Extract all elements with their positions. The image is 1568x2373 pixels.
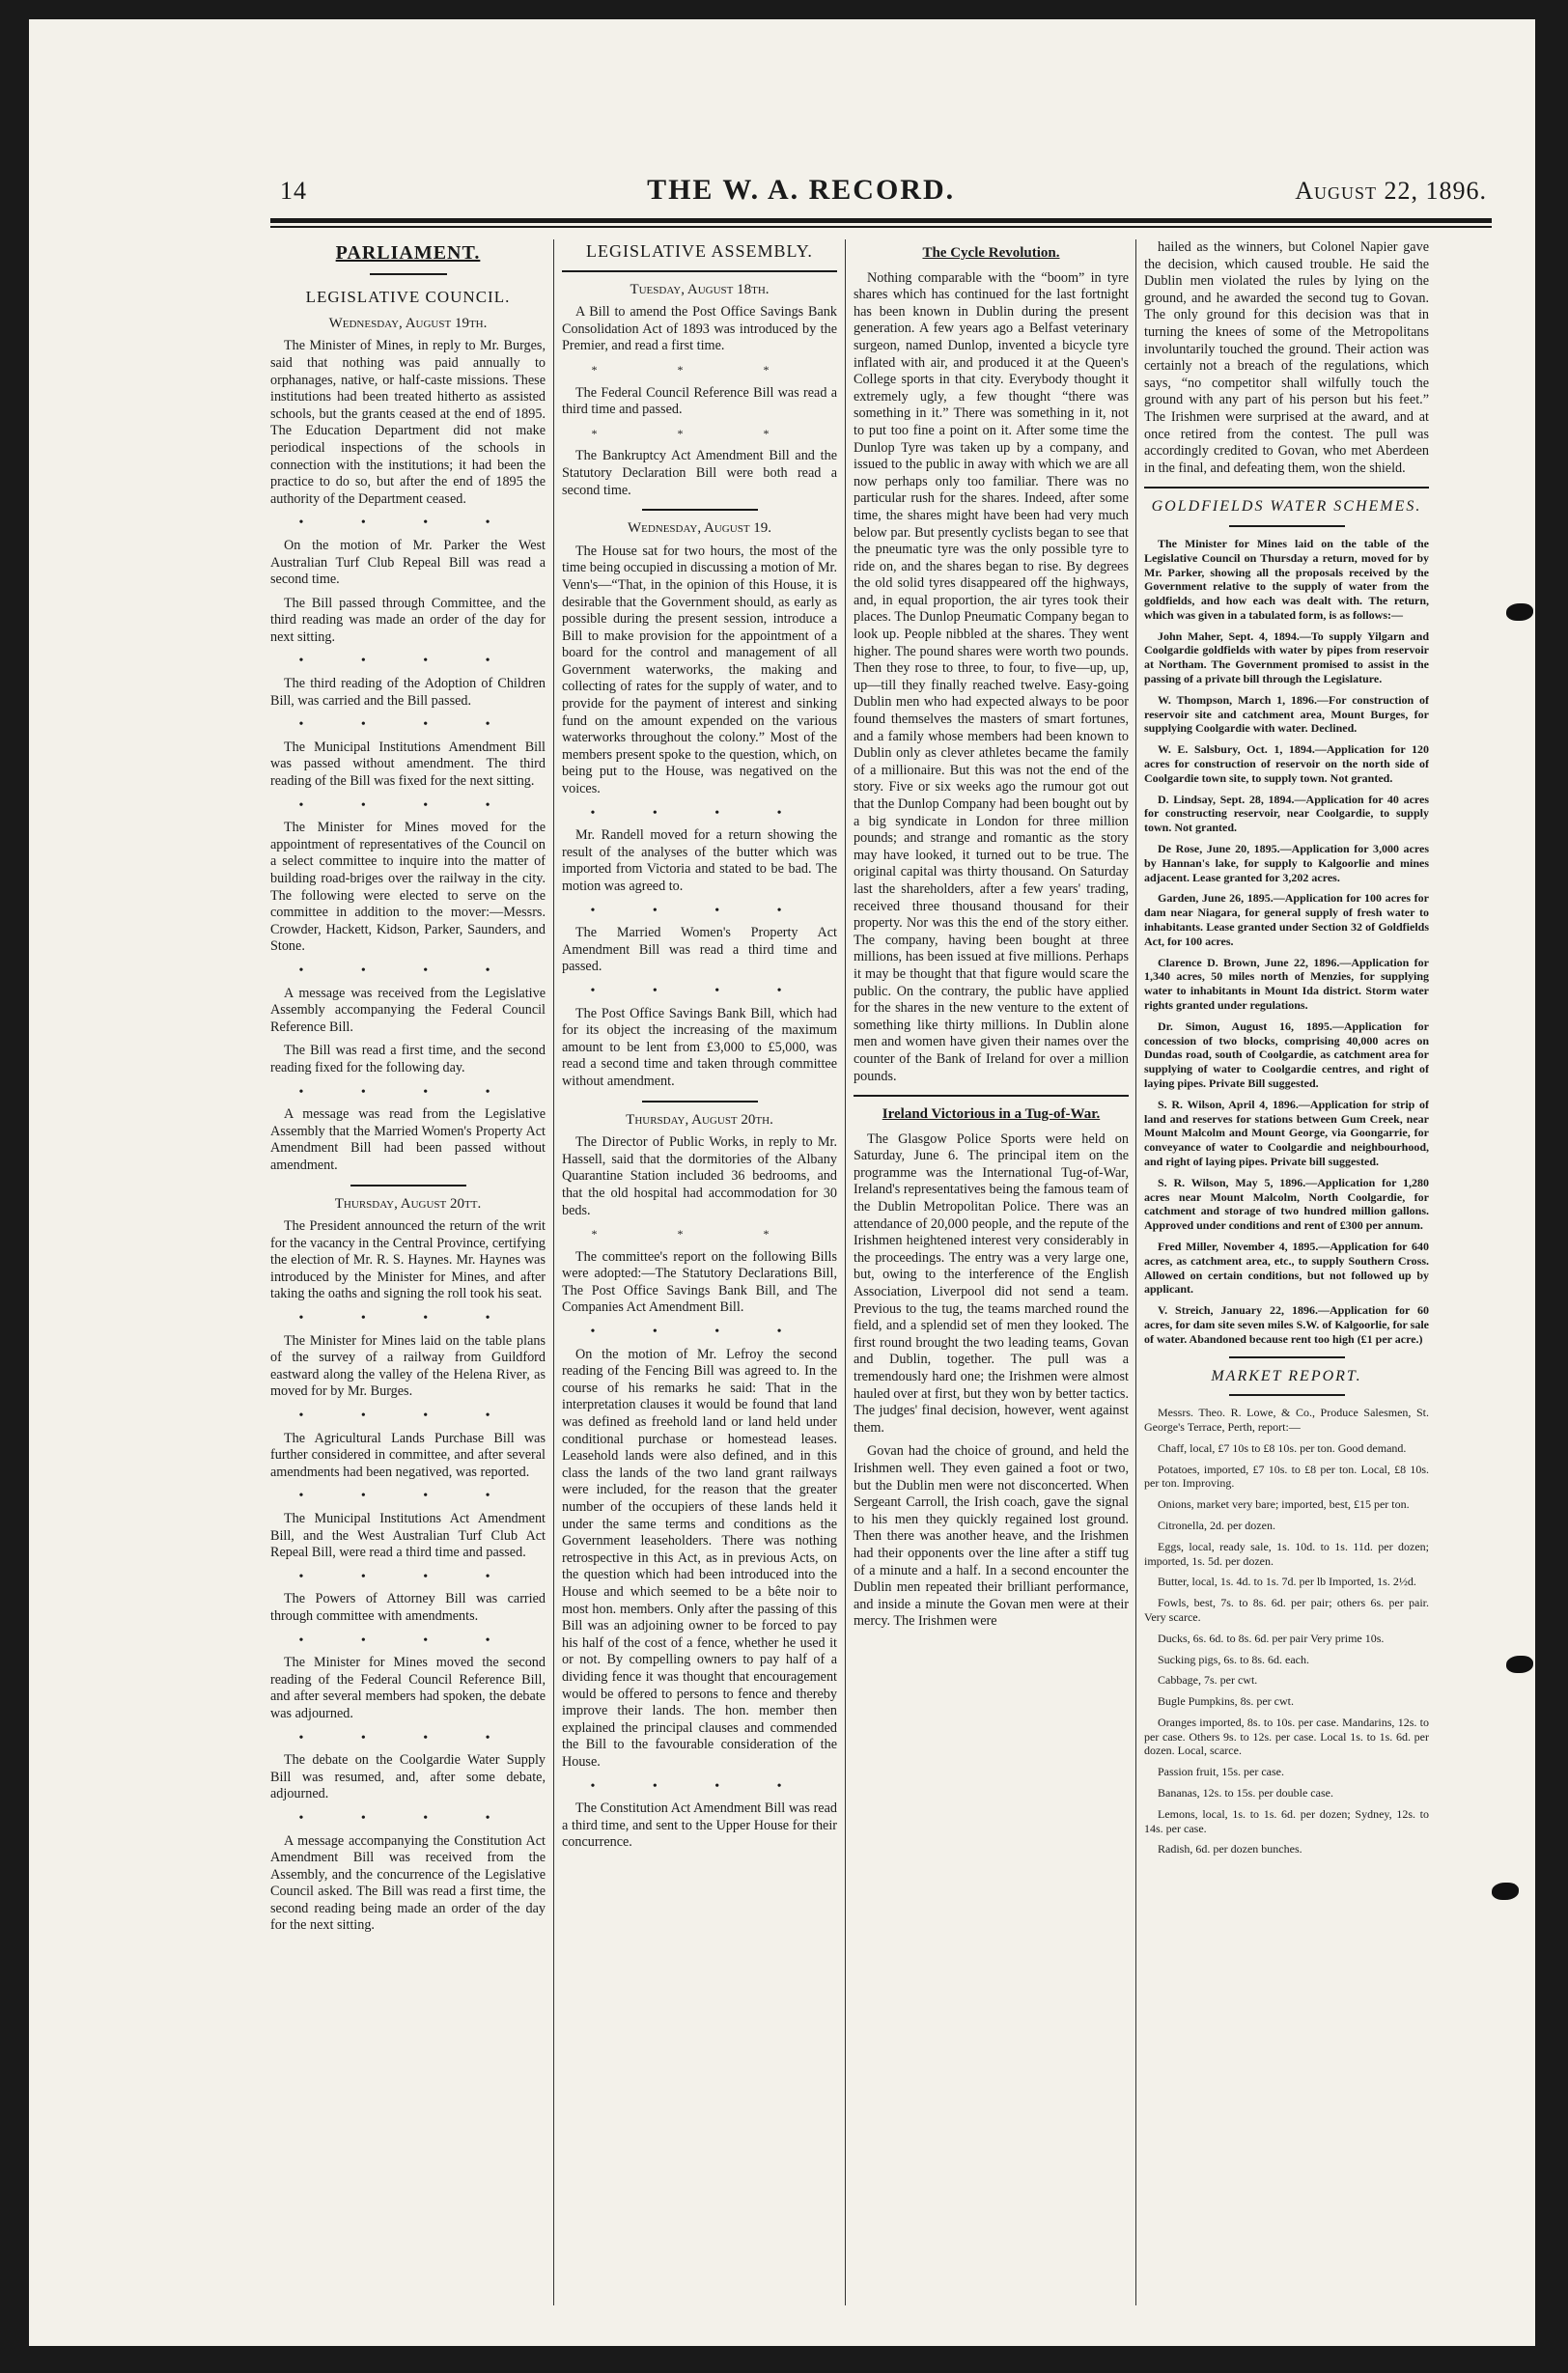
divider: [350, 1185, 466, 1186]
column-rule: [845, 239, 846, 2305]
divider: [642, 509, 758, 511]
paragraph: hailed as the winners, but Colonel Napier gave the decision, which caused trouble. He said the Dublin men violated the rules by lying on the ground, and he awarded the second tug to Govan. The only ground for this decision was that in turning the knees of some of the Metropolitans involuntarily touched the ground. Their action was certainly not a breach of the regulations, which says, “no competitor shall wilfully touch the ground with any part of his person but his feet.” The Irishmen were surprised at the award, and at once retired from the contest. The pull was accordingly credited to Govan, who met Aberdeen in the final, and defeating them, won the shield.: [1144, 239, 1429, 476]
separator: • • • •: [590, 1325, 809, 1340]
section-heading-assembly: LEGISLATIVE ASSEMBLY.: [586, 241, 813, 261]
scheme-item: V. Streich, January 22, 1896.—Application for 60 acres, for dam site seven miles S.W. of Kalgoorlie, for sale of water. Abandoned because rent too high (£1 per acre.): [1144, 1303, 1429, 1346]
separator: • • • •: [298, 1084, 518, 1100]
column-2: [562, 239, 837, 2315]
paragraph: The Glasgow Police Sports were held on Saturday, June 6. The principal item on the programme was the International Tug-of-War, Ireland's representatives being the famous team of the Dublin Metropolitan Police. There was an attendance of 20,000 people, and the repute of the Irishmen heightened interest very considerably in the proceedings. The entry was a very large one, but, owing to the interference of the English Association, Liverpool did not send a team. Previous to the tug, the teams marched round the field, and a splendid set of men they looked. The first round brought the two leading teams, Govan and Dublin, together. The pull was a tremendously hard one; the Irishmen were almost hauled over at first, but they won by better tactics. The judges' final decision, however, went against them.: [854, 1131, 1129, 1436]
paragraph: Govan had the choice of ground, and held the Irishmen well. They even gained a foot or two, but the Dublin men were not disconcerted. When Sergeant Carroll, the Irish coach, gave the signal to his men they quickly regained lost ground. Then there was another heave, and the Irishmen had their opponents over the line after a stiff tug of a minute and a half. In a second encounter the Dublin men repeated their brilliant performance, and inside a minute the Govan men were at their mercy. The Irishmen were: [854, 1443, 1129, 1630]
scheme-item: W. Thompson, March 1, 1896.—For construction of reservoir site and catchment area, Mount Burges, for supplying Coolgardie with water. Declined.: [1144, 692, 1429, 736]
paragraph: On the motion of Mr. Lefroy the second reading of the Fencing Bill was agreed to. In the course of his remarks he said: That in the interpretation clauses it would be found that land was defined as freehold land or land held under conditional purchase or homestead leases. Leasehold lands were also defined, and in this class the lands of the two land grant railways were included, for the reason that the greater number of the occupiers of these lands held it under the same terms and conditions as the Government leaseholders. There was nothing retrospective in this Act, as in previous Acts, on the question which had been introduced into the House and which seemed to be a bête noir to most hon. members. Only after the passing of this Bill was an adjoining owner to be forced to pay his half of the cost of a fence, whether he used it or not. By compelling owners to pay half of a dividing fence it was thought that encouragement would be offered to persons to fence and thereby improve their lands. The hon. member then explained the principal clauses and commended the Bill to the favourable consideration of the House.: [562, 1346, 837, 1770]
column-rule: [553, 239, 554, 2305]
paragraph: The committee's report on the following Bills were adopted:—The Statutory Declarations Bill, The Post Office Savings Bank Bill, and The Companies Act Amendment Bill.: [562, 1248, 837, 1316]
market-item: Oranges imported, 8s. to 10s. per case. Mandarins, 12s. to per case. Others 9s. to 12s. per case. Local 1s. to 1s. 6d. per dozen. Local, scarce.: [1144, 1715, 1429, 1758]
scheme-item: Fred Miller, November 4, 1895.—Application for 640 acres, as catchment area, etc., to supply Southern Cross. Allowed on certain conditions, but not followed up by applicant.: [1144, 1239, 1429, 1297]
paragraph: A message was received from the Legislative Assembly accompanying the Federal Council Reference Bill.: [270, 985, 546, 1035]
paragraph: The Bill was read a first time, and the second reading fixed for the following day.: [270, 1043, 546, 1075]
article-heading-goldfields: GOLDFIELDS WATER SCHEMES.: [1151, 498, 1422, 516]
newspaper-page: [29, 19, 1535, 2346]
separator: • • • •: [298, 797, 518, 813]
paragraph: The Federal Council Reference Bill was read a third time and passed.: [562, 384, 837, 418]
section-subheading: LEGISLATIVE COUNCIL.: [305, 288, 511, 307]
column-1: [270, 239, 546, 2315]
paragraph: The Constitution Act Amendment Bill was read a third time, and sent to the Upper House for their concurrence.: [562, 1801, 837, 1851]
date-heading: Wednesday, August 19th.: [328, 315, 488, 331]
market-item: Radish, 6d. per dozen bunches.: [1158, 1842, 1302, 1857]
separator: • • • •: [590, 805, 809, 821]
market-item: Ducks, 6s. 6d. to 8s. 6d. per pair Very prime 10s.: [1158, 1631, 1385, 1645]
separator: • • • •: [298, 1311, 518, 1326]
scheme-item: D. Lindsay, Sept. 28, 1894.—Application for 40 acres for constructing reservoir, near Coolgardie, to supply town. Not granted.: [1144, 792, 1429, 835]
market-item: Onions, market very bare; imported, best, £15 per ton.: [1158, 1497, 1410, 1512]
scheme-item: John Maher, Sept. 4, 1894.—To supply Yilgarn and Coolgardie goldfields with water by pipes from reservoir at Northam. The Government promised to assist in the passing of a private bill through the Legislature.: [1144, 628, 1429, 686]
paragraph: On the motion of Mr. Parker the West Australian Turf Club Repeal Bill was read a second time.: [270, 537, 546, 588]
paragraph: Nothing comparable with the “boom” in tyre shares which has continued for the last fortnight has been known in Dublin during the present generation. A few years ago a Belfast veterinary surgeon, named Dunlop, invented a bicycle tyre inflated with air, and produced it at the Queen's College sports in that city. Everybody thought it extremely ugly, a few thought “there was something in it.” There was something in it, not to put too fine a point on it. After some time the Dunlop Tyre was taken up by a company, and issued to the public in away with which we are all now perhaps only too familiar. There was no particular rush for the shares. Indeed, after some time, the shares might have been had very much below par. But presently cyclists began to see that the pneumatic tyre was the only possible tyre to ride on, and the shares began to rise. By degrees the old solid tyres disappeared off the highways, and, in equal proportion, the air tyres took their places. The Dunlop Pneumatic Company began to look up. People nibbled at the shares. They went higher. The pound shares were worth two pounds. Then they rose to three, to four, to five—up, up, up—till they finally reached twelve. Easy-going Dublin men who had expected always to be poor found themselves the masters of smart fortunes, and a family whose members had been known to Dublin only as clever athletes became the family of a millionaire. But this was not the end of the story. Five or six weeks ago the rumour got out that the Dunlop Company had been bought out by a big syndicate in London for three million pounds; and strange and romantic as the story may have looked, it turned out to be true. The original capital was thirty thousand. On Saturday last the shareholders, after a few years' trading, received three thousand thousand for their property. Nor was this the end of the story either. The company, having been bought at three millions, has been issued at five millions. Perhaps it may be thought that that figure would scare the public. On the contrary, the public have applied for the shares in the new venture to the extent of something like thirty millions. In Dublin alone men and women have given their names over the counter of the Bank of Ireland for over a million pounds.: [854, 269, 1129, 1084]
separator: * * *: [591, 426, 808, 440]
ink-mark-icon: [1492, 1883, 1519, 1900]
scheme-item: S. R. Wilson, May 5, 1896.—Application for 1,280 acres near Mount Malcolm, North Coolgardie, for catchment and storage of two hundred million gallons. Approved under conditions and rent of £300 per annum.: [1144, 1175, 1429, 1233]
market-item: Messrs. Theo. R. Lowe, & Co., Produce Salesmen, St. George's Terrace, Perth, report:—: [1144, 1406, 1429, 1434]
market-item: Potatoes, imported, £7 10s. to £8 per ton. Local, £8 10s. per ton. Improving.: [1144, 1462, 1429, 1491]
paragraph: Mr. Randell moved for a return showing the result of the analyses of the butter which was imported from Victoria and stated to be bad. The motion was agreed to.: [562, 827, 837, 894]
article-heading-cycle: The Cycle Revolution.: [922, 245, 1060, 261]
paragraph: The Director of Public Works, in reply to Mr. Hassell, said that the dormitories of the Albany Quarantine Station included 36 bedrooms, and that the old hospital had accommodation for 30 beds.: [562, 1134, 837, 1218]
scheme-item: Clarence D. Brown, June 22, 1896.—Application for 1,340 acres, 50 miles north of Menzies, for supplying water to inhabitants in Mount Ida district. Storm water rights granted under regulations.: [1144, 955, 1429, 1013]
ornament: [270, 266, 546, 284]
scheme-item: Garden, June 26, 1895.—Application for 100 acres for dam near Niagara, for general supply of fresh water to inhabitants. Lease granted under Section 32 of Goldfields Act, for 100 acres.: [1144, 891, 1429, 948]
paragraph: A message was read from the Legislative Assembly that the Married Women's Property Act Amendment Bill had been passed without amendment.: [270, 1106, 546, 1173]
page-header: [280, 174, 1487, 212]
scheme-item: Dr. Simon, August 16, 1895.—Application for concession of two blocks, comprising 40,000 acres on Dundas road, south of Coolgardie, as catchment area for supplying of water to Coolgardie centres, and right of laying pipes. Private Bill suggested.: [1144, 1019, 1429, 1090]
separator: • • • •: [298, 1489, 518, 1504]
separator: • • • •: [298, 1409, 518, 1424]
separator: • • • •: [298, 963, 518, 978]
paragraph: A message accompanying the Constitution Act Amendment Bill was received from the Assembly, and the concurrence of the Legislative Council asked. The Bill was read a first time, the second reading being made an order of the day for the next sitting.: [270, 1832, 546, 1934]
separator: • • • •: [298, 717, 518, 733]
paper-title: THE W. A. RECORD.: [647, 174, 956, 206]
divider: [642, 1101, 758, 1103]
divider: [1144, 487, 1429, 489]
divider: [562, 270, 837, 272]
divider: [1229, 1394, 1345, 1396]
separator: • • • •: [298, 1730, 518, 1745]
paragraph: The Municipal Institutions Act Amendment Bill, and the West Australian Turf Club Act Repeal Bill, were read a third time and passed.: [270, 1511, 546, 1561]
date-heading: Tuesday, August 18th.: [630, 281, 770, 297]
divider: [1229, 525, 1345, 527]
page-number: 14: [280, 177, 307, 205]
section-heading-parliament: PARLIAMENT.: [335, 242, 481, 264]
paragraph: The third reading of the Adoption of Children Bill, was carried and the Bill passed.: [270, 676, 546, 709]
paragraph: The House sat for two hours, the most of the time being occupied in discussing a motion of Mr. Venn's—“That, in the opinion of this House, it is desirable that the Government should, as early as possible during the present session, introduce a Bill to make provision for the appointment of a board for the control and management of all Government waterworks, the making and collecting of rates for the supply of water, and to provide for the payment of interest and sinking fund on the amount expended on the various waterworks throughout the colony.” Most of the members present spoke to the question, which, on being put to the House, was negatived on the voices.: [562, 543, 837, 797]
market-item: Butter, local, 1s. 4d. to 1s. 7d. per lb Imported, 1s. 2½d.: [1158, 1575, 1416, 1589]
paragraph: The Powers of Attorney Bill was carried through committee with amendments.: [270, 1591, 546, 1624]
separator: • • • •: [298, 654, 518, 669]
separator: • • • •: [590, 983, 809, 998]
scheme-item: W. E. Salsbury, Oct. 1, 1894.—Application for 120 acres for construction of reservoir on the north side of Coolgardie town site, to supply town. Not granted.: [1144, 742, 1429, 785]
paragraph: The Bill passed through Committee, and the third reading was made an order of the day for next sitting.: [270, 595, 546, 645]
separator: • • • •: [590, 903, 809, 918]
ink-mark-icon: [1506, 1656, 1533, 1673]
date-heading: Wednesday, August 19.: [627, 520, 772, 537]
separator: * * *: [591, 362, 808, 377]
date-heading: Thursday, August 20th.: [626, 1111, 773, 1128]
separator: • • • •: [298, 516, 518, 531]
column-3: [854, 239, 1129, 2315]
header-rule-thin: [270, 226, 1492, 228]
paragraph: The Minister for Mines moved the second reading of the Federal Council Reference Bill, and after several members had spoken, the debate was adjourned.: [270, 1655, 546, 1721]
ink-mark-icon: [1506, 603, 1533, 621]
paragraph: The Post Office Savings Bank Bill, which had for its object the increasing of the maximum amount to be lent from £3,000 to £5,000, was read a second time and taken through committee without amendment.: [562, 1005, 837, 1089]
separator: • • • •: [590, 1778, 809, 1794]
paragraph: The debate on the Coolgardie Water Supply Bill was resumed, and, after some debate, adjourned.: [270, 1752, 546, 1802]
divider: [1229, 1356, 1345, 1358]
article-heading-market: MARKET REPORT.: [1211, 1367, 1362, 1384]
issue-date: August 22, 1896.: [1295, 177, 1487, 205]
paragraph: The Married Women's Property Act Amendment Bill was read a third time and passed.: [562, 925, 837, 975]
paragraph: The Agricultural Lands Purchase Bill was further considered in committee, and after several amendments had been negatived, was reported.: [270, 1430, 546, 1480]
market-item: Bananas, 12s. to 15s. per double case.: [1158, 1786, 1333, 1801]
market-item: Cabbage, 7s. per cwt.: [1158, 1673, 1258, 1688]
scheme-item: De Rose, June 20, 1895.—Application for 3,000 acres by Hannan's lake, for supply to Kalgoorlie and mines adjacent. Lease granted for 3,202 acres.: [1144, 842, 1429, 884]
column-4: [1144, 239, 1429, 2315]
market-item: Passion fruit, 15s. per case.: [1158, 1765, 1284, 1779]
market-item: Fowls, best, 7s. to 8s. 6d. per pair; others 6s. per pair. Very scarce.: [1144, 1596, 1429, 1624]
scheme-item: S. R. Wilson, April 4, 1896.—Application for strip of land and reserves for stations between Gum Creek, near Mount Malcolm and Mount George, via Goongarrie, for conveyance of water to Coolgardie and neighbourhood, and right of laying pipes. Private bill suggested.: [1144, 1097, 1429, 1168]
separator: • • • •: [298, 1569, 518, 1584]
separator: • • • •: [298, 1633, 518, 1648]
article-heading-tug-of-war: Ireland Victorious in a Tug-of-War.: [882, 1106, 1101, 1123]
paragraph: The Minister for Mines moved for the appointment of representatives of the Council on a select committee to inquire into the matter of building road-briges over the railway in the city. The following were elected to serve on the committee in addition to the mover:—Messrs. Crowder, Hackett, Kidson, Parker, Saunders, and Stone.: [270, 820, 546, 955]
scheme-item: The Minister for Mines laid on the table of the Legislative Council on Thursday a return, moved for by Mr. Parker, showing all the proposals received by the Government relative to the supply of water from the goldfields, and how each was dealt with. The return, which was given in a tabulated form, is as follows:—: [1144, 536, 1429, 622]
market-item: Citronella, 2d. per dozen.: [1158, 1518, 1275, 1532]
divider: [854, 1095, 1129, 1097]
column-rule: [1135, 239, 1136, 2305]
paragraph: The Bankruptcy Act Amendment Bill and the Statutory Declaration Bill were both read a second time.: [562, 448, 837, 498]
header-rule: [270, 218, 1492, 223]
market-item: Bugle Pumpkins, 8s. per cwt.: [1158, 1694, 1294, 1709]
date-heading: Thursday, August 20tt.: [334, 1195, 482, 1212]
market-item: Eggs, local, ready sale, 1s. 10d. to 1s. 11d. per dozen; imported, 1s. 5d. per dozen.: [1144, 1539, 1429, 1568]
paragraph: A Bill to amend the Post Office Savings Bank Consolidation Act of 1893 was introduced by the Premier, and read a first time.: [562, 304, 837, 354]
separator: * * *: [591, 1227, 808, 1242]
separator: • • • •: [298, 1810, 518, 1826]
market-item: Lemons, local, 1s. to 1s. 6d. per dozen; Sydney, 12s. to 14s. per case.: [1144, 1806, 1429, 1835]
paragraph: The Municipal Institutions Amendment Bill was passed without amendment. The third reading of the Bill was fixed for the next sitting.: [270, 739, 546, 790]
market-item: Chaff, local, £7 10s to £8 10s. per ton. Good demand.: [1158, 1440, 1407, 1455]
market-item: Sucking pigs, 6s. to 8s. 6d. each.: [1158, 1652, 1309, 1666]
paragraph: The Minister for Mines laid on the table plans of the survey of a railway from Guildford eastward along the valley of the Helena River, as moved for by Mr. Burges.: [270, 1332, 546, 1400]
paragraph: The Minister of Mines, in reply to Mr. Burges, said that nothing was paid annually to orphanages, native, or half-caste missions. These institutions had been treated hitherto as assisted schools, but the grants ceased at the end of 1895. The Education Department did not make periodical inspections of the schools in connection with the institutions; it had been the practice to do so, but after the end of 1895 the authority of the Department ceased.: [270, 338, 546, 507]
paragraph: The President announced the return of the writ for the vacancy in the Central Province, certifying the election of Mr. R. S. Haynes. Mr. Haynes was introduced by the Minister for Mines, and after taking the oaths and signing the roll took his seat.: [270, 1218, 546, 1302]
